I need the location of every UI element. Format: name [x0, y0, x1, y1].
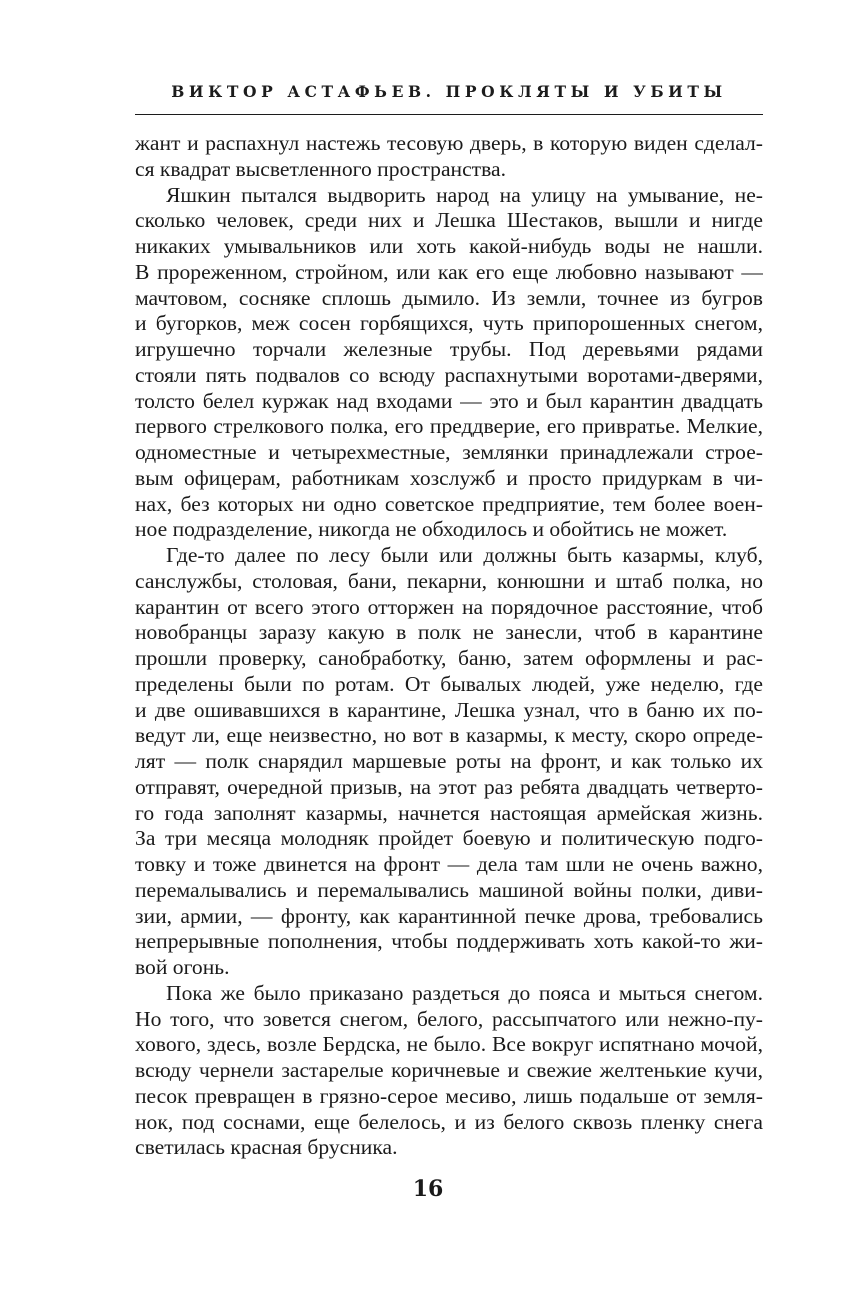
text-line: вой огонь.: [135, 955, 230, 979]
text-line: товку и тоже двинется на фронт — дела там шли не очень важно,: [135, 852, 763, 876]
text-line: Но того, что зовется снегом, белого, рассыпчатого или нежно-пу-: [135, 1006, 763, 1031]
text-line: никаких умывальников или хоть какой-нибудь воды не нашли.: [135, 234, 763, 258]
text-line: и две ошивавшихся в карантине, Лешка узнал, что в баню их по-: [135, 697, 763, 722]
text-line: Где-то далее по лесу были или должны быть казармы, клуб,: [166, 543, 763, 567]
header-rule: [135, 114, 763, 115]
text-line: мачтовом, сосняке сплошь дымило. Из земли, точнее из бугров: [135, 285, 763, 310]
paragraph: [135, 131, 763, 183]
text-line: ся квадрат высветленного пространства.: [135, 156, 506, 181]
paragraph: [135, 543, 763, 981]
text-line: прошли проверку, санобработку, баню, затем оформлены и рас-: [135, 646, 763, 670]
text-line: нах, без которых ни одно советское предприятие, тем более воен-: [135, 491, 763, 516]
page-number: 16: [412, 1176, 444, 1202]
text-line: и бугорков, меж сосен горбящихся, чуть припорошенных снегом,: [135, 311, 763, 336]
text-line: Яшкин пытался выдворить народ на улицу на умывание, не-: [166, 182, 763, 207]
text-line: сколько человек, среди них и Лешка Шестаков, вышли и нигде: [135, 208, 763, 233]
text-line: В прореженном, стройном, или как его еще любовно называют —: [135, 259, 763, 284]
text-line: нок, под соснами, еще белелось, и из белого сквозь пленку снега: [135, 1109, 763, 1134]
text-line: светилась красная брусника.: [135, 1135, 398, 1160]
text-line: хового, здесь, возле Бердска, не было. Все вокруг испятнано мочой,: [135, 1032, 763, 1057]
text-line: вым офицерам, работникам хозслужб и просто придуркам в чи-: [135, 465, 763, 490]
text-line: стояли пять подвалов со всюду распахнутыми воротами-дверями,: [135, 362, 763, 387]
paragraph: [135, 981, 763, 1161]
text-line: Пока же было приказано раздеться до пояса и мыться снегом.: [166, 980, 763, 1005]
text-line: толсто белел куржак над входами — это и был карантин двадцать: [135, 388, 763, 413]
text-line: непрерывные пополнения, чтобы поддерживать хоть какой-то жи-: [135, 929, 763, 954]
text-line: новобранцы заразу какую в полк не занесли, чтоб в карантине: [135, 620, 763, 645]
paragraph: [135, 183, 763, 544]
text-line: ведут ли, еще неизвестно, но вот в казармы, к месту, скоро опреде-: [135, 723, 763, 748]
text-line: жант и распахнул настежь тесовую дверь, в которую виден сделал-: [135, 131, 763, 155]
text-line: первого стрелкового полка, его преддверие, его привратье. Мелкие,: [135, 414, 763, 439]
text-line: зии, армии, — фронту, как карантинной печке дрова, требовались: [135, 903, 763, 928]
text-line: всюду чернели застарелые коричневые и свежие желтенькие кучи,: [135, 1058, 763, 1082]
text-line: пределены были по ротам. От бывалых людей, уже неделю, где: [135, 671, 763, 696]
body-text: [135, 131, 763, 1161]
text-line: санслужбы, столовая, бани, пекарни, конюшни и штаб полка, но: [135, 568, 763, 593]
text-line: карантин от всего этого отторжен на порядочное расстояние, чтоб: [135, 594, 763, 619]
running-head: ВИКТОР АСТАФЬЕВ. ПРОКЛЯТЫ И УБИТЫ: [171, 82, 727, 101]
text-line: одноместные и четырехместные, землянки принадлежали строе-: [135, 440, 763, 464]
text-line: го года заполнят казармы, начнется настоящая армейская жизнь.: [135, 800, 763, 825]
text-line: ное подразделение, никогда не обходилось и обойтись не может.: [135, 517, 728, 542]
text-line: песок превращен в грязно-серое месиво, лишь подальше от земля-: [135, 1083, 763, 1108]
text-line: перемалывались и перемалывались машиной войны полки, диви-: [135, 877, 763, 902]
text-line: За три месяца молодняк пройдет боевую и политическую подго-: [135, 826, 763, 851]
text-line: отправят, очередной призыв, на этот раз ребята двадцать четверто-: [135, 774, 763, 799]
text-line: игрушечно торчали железные трубы. Под деревьями рядами: [135, 337, 763, 361]
text-line: лят — полк снарядил маршевые роты на фронт, и как только их: [135, 749, 763, 773]
